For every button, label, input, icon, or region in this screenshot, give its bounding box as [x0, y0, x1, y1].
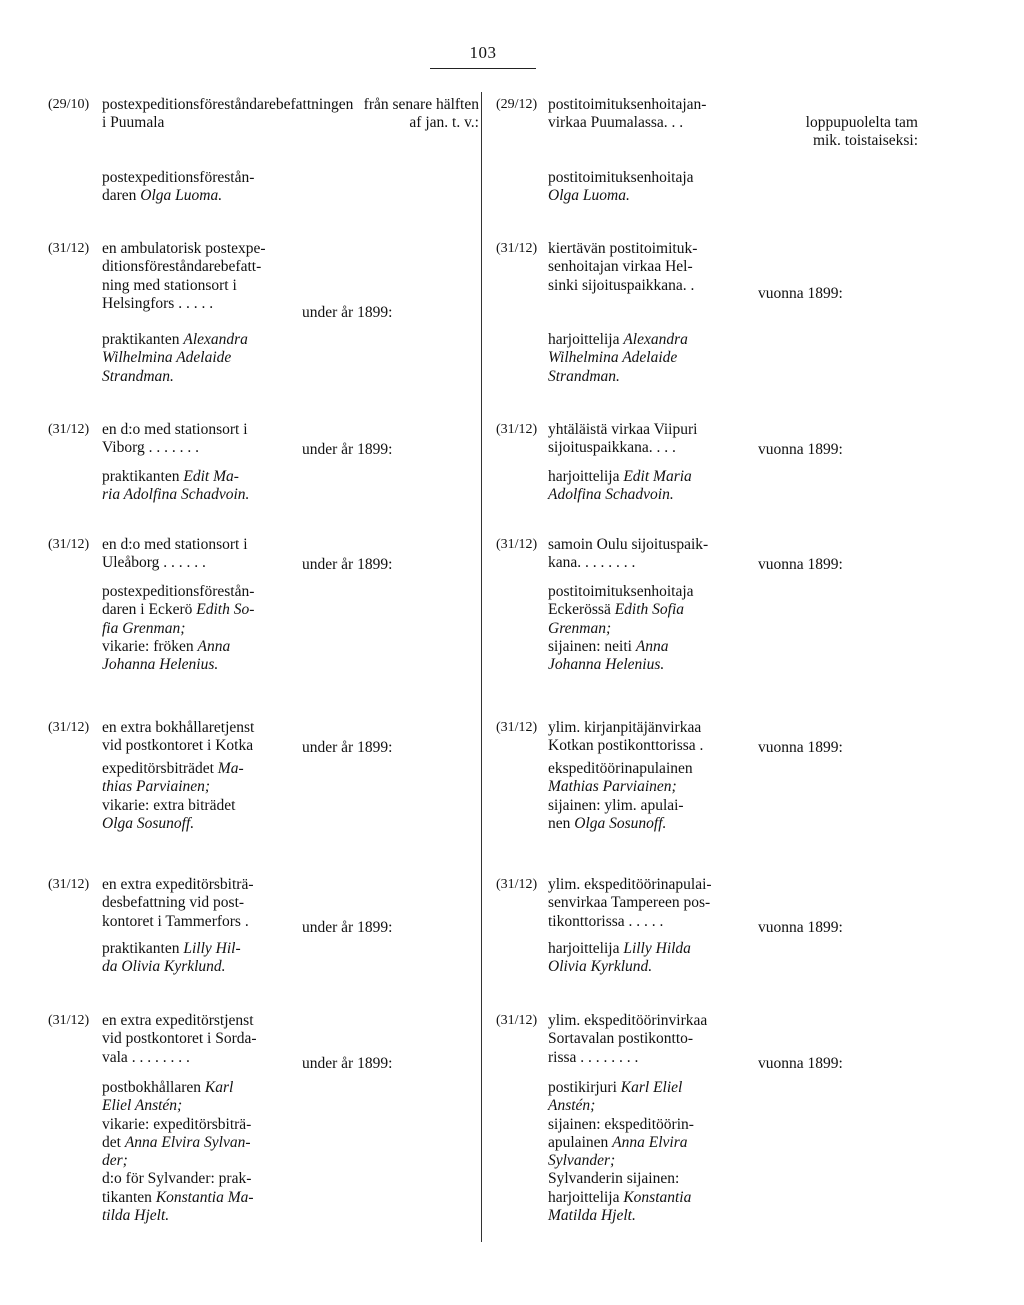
- position-text: ylim. ekspeditöörinvirkaa Sortavalan postikontto- rissa . . . . . . . .: [548, 1012, 708, 1066]
- date-text: vuonna 1899:: [758, 441, 843, 458]
- reference-number: (31/12): [48, 877, 90, 892]
- appointee-text: harjoittelija Alexandra Wilhelmina Adelaide Strandman.: [548, 331, 688, 385]
- appointee-text: ekspeditöörinapulainen Mathias Parviainen; sijainen: ylim. apulai- nen Olga Sosunoff.: [548, 760, 693, 832]
- reference-number: (31/12): [496, 422, 538, 437]
- position-text: en extra expeditörsbiträ- desbefattning vid post- kontoret i Tammerfors .: [102, 876, 254, 930]
- position-text: en d:o med stationsort i Uleåborg . . . . . .: [102, 536, 248, 572]
- appointee-text: postitoimituksenhoitaja Eckerössä Edith Sofia Grenman; sijainen: neiti Anna Johanna Helenius.: [548, 583, 694, 674]
- position-text: ylim. ekspeditöörinapulai- senvirkaa Tampereen pos- tikonttorissa . . . . .: [548, 876, 712, 930]
- appointee-text: harjoittelija Edit Maria Adolfina Schadvoin.: [548, 468, 692, 504]
- position-text: kiertävän postitoimituk- senhoitajan virkaa Hel- sinki sijoituspaikkana. .: [548, 240, 698, 294]
- date-text: under år 1899:: [302, 304, 393, 321]
- date-text: vuonna 1899:: [758, 1055, 843, 1072]
- appointee-text: postitoimituksenhoitaja Olga Luoma.: [548, 169, 694, 205]
- reference-number: (31/12): [496, 1013, 538, 1028]
- appointee-text: postikirjuri Karl Eliel Anstén; sijainen: ekspeditöörin- apulainen Anna Elvira Sylvander; Sylvanderin sijainen: harjoittelija Konstantia Matilda Hjelt.: [548, 1079, 694, 1225]
- reference-number: (31/12): [496, 537, 538, 552]
- date-text: vuonna 1899:: [758, 285, 843, 302]
- header-rule: [430, 68, 536, 69]
- date-text: vuonna 1899:: [758, 919, 843, 936]
- appointee-text: postbokhållaren Karl Eliel Anstén; vikarie: expeditörsbiträ- det Anna Elvira Sylvan- der; d:o för Sylvander: prak- tikanten Konstantia Ma- tilda Hjelt.: [102, 1079, 254, 1225]
- reference-number: (31/12): [48, 241, 90, 256]
- position-text: ylim. kirjanpitäjänvirkaa Kotkan postikonttorissa .: [548, 719, 704, 755]
- position-text: en d:o med stationsort i Viborg . . . . . . .: [102, 421, 248, 457]
- appointee-text: postexpeditionsförestån- daren Olga Luoma.: [102, 169, 255, 205]
- reference-number: (31/12): [496, 877, 538, 892]
- position-text: yhtäläistä virkaa Viipuri sijoituspaikkana. . . .: [548, 421, 698, 457]
- date-text: under år 1899:: [302, 919, 393, 936]
- reference-number: (31/12): [48, 1013, 90, 1028]
- date-text: under år 1899:: [302, 739, 393, 756]
- position-text: samoin Oulu sijoituspaik- kana. . . . . . . .: [548, 536, 709, 572]
- date-text: vuonna 1899:: [758, 556, 843, 573]
- date-text: under år 1899:: [302, 1055, 393, 1072]
- appointee-text: harjoittelija Lilly Hilda Olivia Kyrklund.: [548, 940, 691, 976]
- position-text: postexpeditionsföreståndarebefattningen i Puumala: [102, 96, 354, 132]
- appointee-text: praktikanten Edit Ma- ria Adolfina Schadvoin.: [102, 468, 250, 504]
- date-text: under år 1899:: [302, 556, 393, 573]
- appointee-text: postexpeditionsförestån- daren i Eckerö Edith So- fia Grenman; vikarie: fröken Anna Johanna Helenius.: [102, 583, 255, 674]
- column-divider: [481, 92, 482, 1242]
- date-text: loppupuolelta tam mik. toistaiseksi:: [805, 114, 918, 150]
- reference-number: (31/12): [48, 537, 90, 552]
- appointee-text: praktikanten Lilly Hil- da Olivia Kyrklund.: [102, 940, 241, 976]
- date-text: vuonna 1899:: [758, 739, 843, 756]
- reference-number: (31/12): [48, 422, 90, 437]
- reference-number: (31/12): [496, 720, 538, 735]
- appointee-text: praktikanten Alexandra Wilhelmina Adelaide Strandman.: [102, 331, 248, 385]
- date-text: från senare hälften af jan. t. v.:: [363, 96, 479, 132]
- date-text: under år 1899:: [302, 441, 393, 458]
- position-text: en extra bokhållaretjenst vid postkontoret i Kotka: [102, 719, 255, 755]
- position-text: en extra expeditörstjenst vid postkontoret i Sorda- vala . . . . . . . .: [102, 1012, 257, 1066]
- reference-number: (29/10): [48, 97, 90, 112]
- reference-number: (31/12): [496, 241, 538, 256]
- reference-number: (31/12): [48, 720, 90, 735]
- reference-number: (29/12): [496, 97, 538, 112]
- position-text: postitoimituksenhoitajan- virkaa Puumalassa. . .: [548, 96, 707, 132]
- page-number: 103: [469, 43, 497, 62]
- position-text: en ambulatorisk postexpe- ditionsföreståndarebefatt- ning med stationsort i Helsingfors . . . . .: [102, 240, 266, 312]
- appointee-text: expeditörsbiträdet Ma- thias Parviainen; vikarie: extra biträdet Olga Sosunoff.: [102, 760, 244, 832]
